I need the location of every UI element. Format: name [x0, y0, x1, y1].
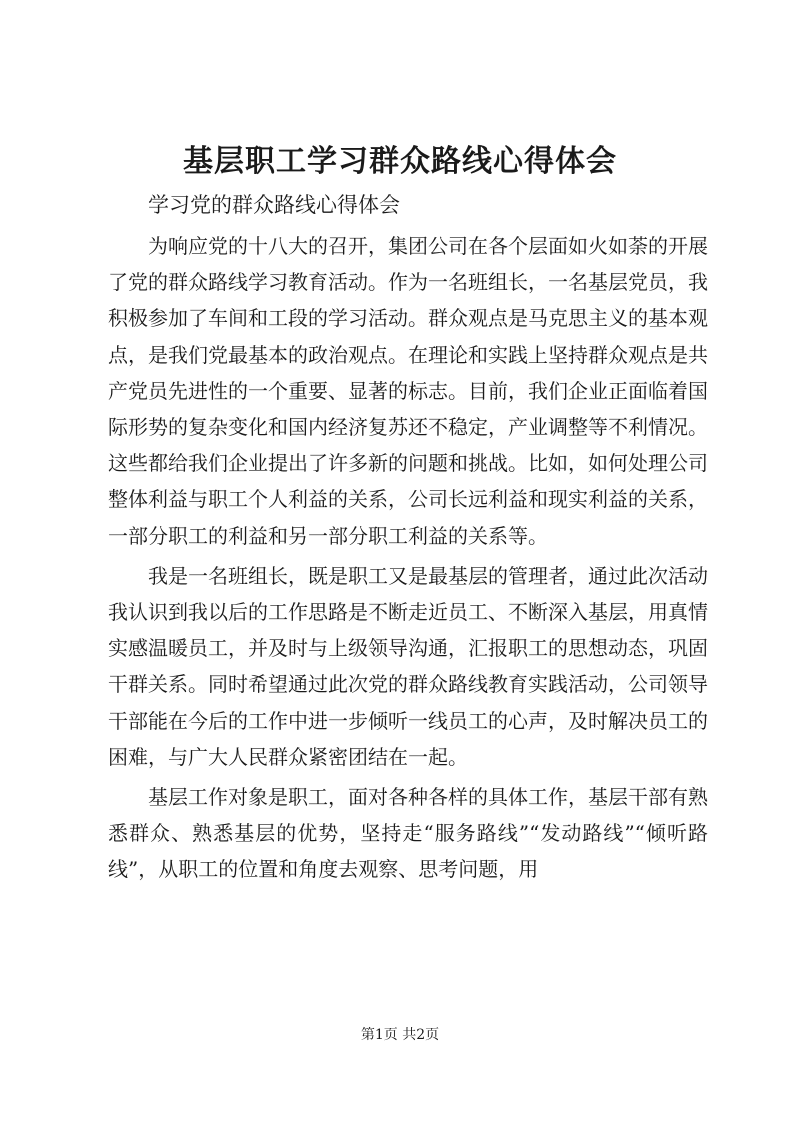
page-footer: 第1页 共2页 [360, 1027, 440, 1043]
paragraph-2: 我是一名班组长，既是职工又是最基层的管理者，通过此次活动我认识到我以后的工作思路是不断走近员工、不断深入基层，用真情实感温暖员工，并及时与上级领导沟通，汇报职工的思想动态，巩固干群关系。同时希望通过此次党的群众路线教育实践活动，公司领导干部能在今后的工作中进一步倾听一线员工的心声，及时解决员工的困难，与广大人民群众紧密团结在一起。 [108, 563, 708, 769]
document-body [108, 228, 708, 892]
paragraph-1: 为响应党的十八大的召开，集团公司在各个层面如火如荼的开展了党的群众路线学习教育活动。作为一名班组长，一名基层党员，我积极参加了车间和工段的学习活动。群众观点是马克思主义的基本观点，是我们党最基本的政治观点。在理论和实践上坚持群众观点是共产党员先进性的一个重要、显著的标志。目前，我们企业正面临着国际形势的复杂变化和国内经济复苏还不稳定，产业调整等不利情况。这些都给我们企业提出了许多新的问题和挑战。比如，如何处理公司整体利益与职工个人利益的关系，公司长远利益和现实利益的关系，一部分职工的利益和另一部分职工利益的关系等。 [108, 234, 708, 548]
paragraph-3: 基层工作对象是职工，面对各种各样的具体工作，基层干部有熟悉群众、熟悉基层的优势，坚持走“服务路线”“发动路线”“倾听路线”，从职工的位置和角度去观察、思考问题，用 [108, 785, 708, 882]
document-title: 基层职工学习群众路线心得体会 [183, 144, 617, 179]
document-subtitle: 学习党的群众路线心得体会 [148, 193, 400, 217]
